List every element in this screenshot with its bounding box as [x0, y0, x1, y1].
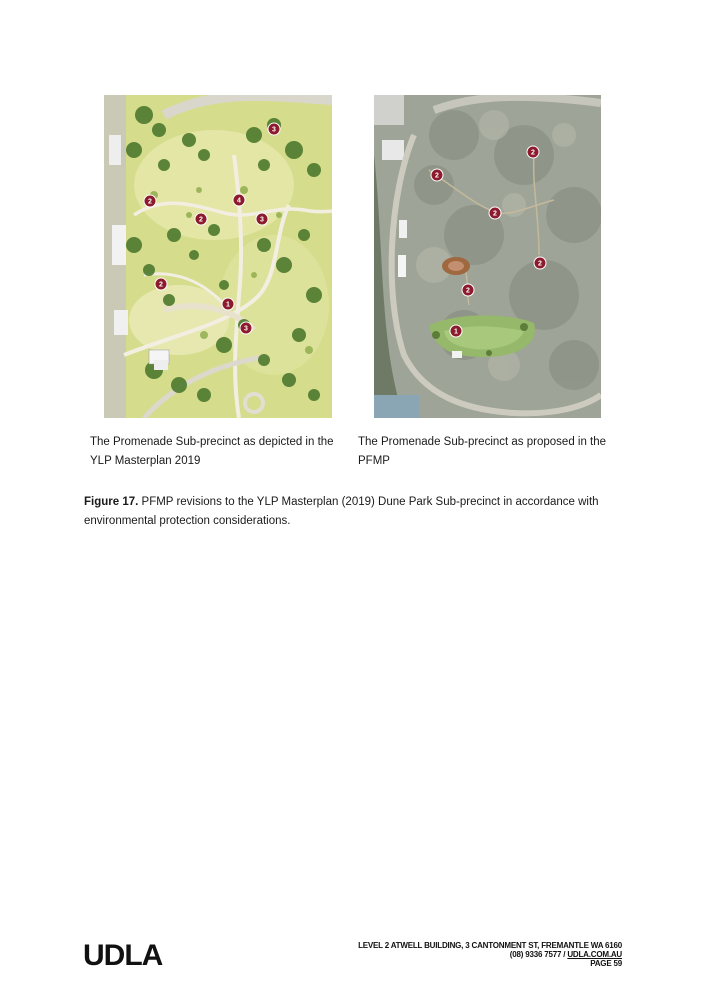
caption-pfmp-proposal: The Promenade Sub-precinct as proposed in the PFMP: [358, 436, 607, 467]
svg-text:2: 2: [159, 281, 163, 289]
svg-text:4: 4: [237, 197, 241, 205]
marker-3-mid: [256, 213, 268, 225]
marker-3-top: [268, 123, 280, 135]
masterplan-2019-map: [104, 95, 332, 418]
svg-text:3: 3: [244, 325, 248, 333]
svg-text:2: 2: [538, 260, 542, 268]
marker-1: [222, 298, 234, 310]
svg-text:2: 2: [531, 149, 535, 157]
svg-text:2: 2: [466, 287, 470, 295]
marker-3-bottom: [240, 322, 252, 334]
svg-text:1: 1: [226, 301, 230, 309]
marker-2-left: [144, 195, 156, 207]
marker-2-lower: [462, 284, 474, 296]
svg-text:2: 2: [435, 172, 439, 180]
svg-text:3: 3: [260, 216, 264, 224]
masterplan-2019-illustration: [104, 95, 332, 418]
svg-text:2: 2: [148, 198, 152, 206]
footer-separator: /: [561, 950, 568, 959]
marker-2-center: [489, 207, 501, 219]
caption-masterplan-2019: The Promenade Sub-precinct as depicted in the YLP Masterplan 2019: [90, 436, 334, 467]
page-number: PAGE 59: [590, 959, 622, 968]
marker-2-top-right: [527, 146, 539, 158]
pfmp-aerial-image: [374, 95, 601, 418]
figure-text: PFMP revisions to the YLP Masterplan (2019) Dune Park Sub-precinct in accordance with environmental protection considerations.: [84, 496, 599, 527]
pfmp-proposal-map: [374, 95, 601, 418]
footer-address: LEVEL 2 ATWELL BUILDING, 3 CANTONMENT ST, FREMANTLE WA 6160: [358, 941, 622, 950]
marker-1: [450, 325, 462, 337]
footer-phone: (08) 9336 7577: [509, 950, 562, 959]
figure-caption: [84, 493, 624, 531]
svg-text:2: 2: [493, 210, 497, 218]
marker-2-lower: [155, 278, 167, 290]
svg-text:2: 2: [199, 216, 203, 224]
udla-logo: UDLA: [83, 939, 163, 972]
marker-4: [233, 194, 245, 206]
figure-label: Figure 17.: [84, 496, 139, 508]
marker-2-right: [534, 257, 546, 269]
marker-2-top-left: [431, 169, 443, 181]
svg-text:1: 1: [454, 328, 458, 336]
svg-text:3: 3: [272, 126, 276, 134]
footer-website-link[interactable]: UDLA.COM.AU: [567, 950, 622, 959]
footer-contact-line: [358, 950, 622, 959]
marker-2-center: [195, 213, 207, 225]
page-footer: [358, 941, 622, 968]
